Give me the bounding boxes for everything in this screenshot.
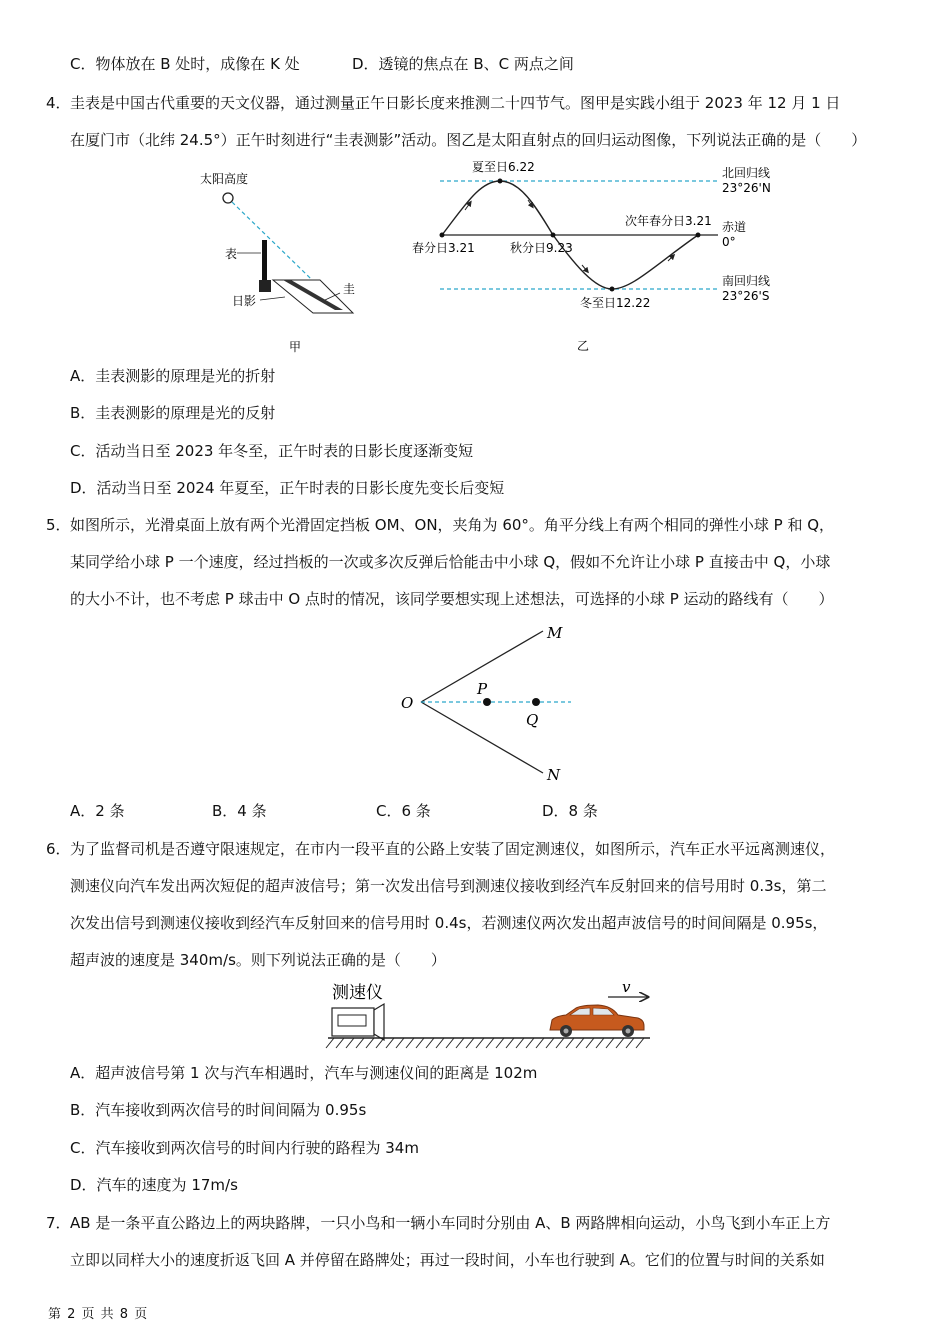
label-shadow: 日影 [232,294,257,308]
label-autumn: 秋分日9.23 [510,241,573,255]
label-equator: 赤道 [722,220,747,234]
point-autumn [551,233,556,238]
q5-option-b: B．4 条 [212,802,267,820]
label-p: P [477,680,488,698]
q6-option-a: A．超声波信号第 1 次与汽车相遇时，汽车与测速仪间的距离是 102m [70,1064,538,1082]
q4-number: 4． [46,94,71,112]
q7-stem-line2: 立即以同样大小的速度折返飞回 A 并停留在路牌处；再过一段时间，小车也行驶到 A。它们的位置与时间的关系如 [70,1251,825,1269]
q6-stem-line1: 为了监督司机是否遵守限速规定，在市内一段平直的公路上安装了固定测速仪，如图所示，汽车正水平远离测速仪， [70,840,836,858]
point-winter [610,287,615,292]
q5-stem-line3: 的大小不计，也不考虑 P 球击中 O 点时的情况，该同学要想实现上述想法，可选择的小球 P 运动的路线有（ ） [70,590,834,608]
label-winter: 冬至日12.22 [580,296,651,310]
label-gui: 圭 [343,282,356,296]
q3-option-c: C．物体放在 B 处时，成像在 K 处 [70,55,300,73]
q6-stem-line4: 超声波的速度是 340m/s。则下列说法正确的是（ ） [70,951,446,969]
q6-number: 6． [46,840,71,858]
shadow-leader [260,297,285,300]
label-north-deg: 23°26'N [722,181,771,195]
caption-jia: 甲 [289,340,302,354]
label-biao: 表 [225,247,238,261]
q5-stem-line1: 如图所示，光滑桌面上放有两个光滑固定挡板 OM、ON，夹角为 60°。角平分线上有两个相同的弹性小球 P 和 Q， [70,516,835,534]
figure-q6 [320,978,655,1058]
q5-option-c: C．6 条 [376,802,431,820]
point-spring [440,233,445,238]
q6-option-d: D．汽车的速度为 17m/s [70,1176,238,1194]
label-n: N [547,766,561,784]
car-icon [550,1005,644,1037]
q3-option-d: D．透镜的焦点在 B、C 两点之间 [352,55,574,73]
label-m: M [547,624,563,642]
q5-stem-line2: 某同学给小球 P 一个速度，经过挡板的一次或多次反弹后恰能击中小球 Q，假如不允许让小球 P 直接击中 Q，小球 [70,553,831,571]
figure-yi [410,155,810,360]
label-o: O [401,694,414,712]
label-south-line: 南回归线 [722,274,771,288]
label-equator-deg: 0° [722,235,736,249]
label-device: 测速仪 [332,983,383,1003]
label-sun-height: 太阳高度 [200,172,249,186]
q4-option-d: D．活动当日至 2024 年夏至，正午时表的日影长度先变长后变短 [70,479,505,497]
speed-gun-screen [338,1015,366,1026]
label-q: Q [526,711,539,729]
q6-option-b: B．汽车接收到两次信号的时间间隔为 0.95s [70,1101,367,1119]
ball-q [532,698,540,706]
biao-base [259,280,271,292]
q4-option-a: A．圭表测影的原理是光的折射 [70,367,276,385]
board-on [421,702,543,773]
road-hatching [326,1038,644,1048]
q7-stem-line1: AB 是一条平直公路边上的两块路牌，一只小鸟和一辆小车同时分别由 A、B 两路牌相向运动，小鸟飞到小车正上方 [70,1214,831,1232]
caption-yi: 乙 [577,339,590,353]
q4-stem-line2: 在厦门市（北纬 24.5°）正午时刻进行“圭表测影”活动。图乙是太阳直射点的回归运动图像，下列说法正确的是（ ） [70,131,867,149]
ball-p [483,698,491,706]
figure-q5 [395,622,580,787]
q4-option-b: B．圭表测影的原理是光的反射 [70,404,276,422]
q4-option-c: C．活动当日至 2023 年冬至，正午时表的日影长度逐渐变短 [70,442,474,460]
speed-gun-head [374,1004,384,1040]
q7-number: 7． [46,1214,71,1232]
curve-arrow-3 [582,265,587,271]
point-next-spring [696,233,701,238]
figure-jia [195,165,375,355]
sun-icon [223,193,233,203]
q6-option-c: C．汽车接收到两次信号的时间内行驶的路程为 34m [70,1139,419,1157]
q6-stem-line2: 测速仪向汽车发出两次短促的超声波信号；第一次发出信号到测速仪接收到经汽车反射回来的信号用时 0.3s，第二 [70,877,827,895]
q4-stem-line1: 圭表是中国古代重要的天文仪器，通过测量正午日影长度来推测二十四节气。图甲是实践小组于 2023 年 12 月 1 日 [70,94,841,112]
q6-stem-line3: 次发出信号到测速仪接收到经汽车反射回来的信号用时 0.4s，若测速仪两次发出超声波信号的时间间隔是 0.95s， [70,914,828,932]
q5-option-d: D．8 条 [542,802,598,820]
q5-option-a: A．2 条 [70,802,125,820]
label-next-spring: 次年春分日3.21 [625,214,712,228]
point-summer [498,179,503,184]
page-footer: 第 2 页 共 8 页 [48,1307,149,1322]
label-south-deg: 23°26'S [722,289,770,303]
q5-number: 5． [46,516,71,534]
label-summer: 夏至日6.22 [472,160,535,174]
label-north-line: 北回归线 [722,166,771,180]
label-spring: 春分日3.21 [412,241,475,255]
label-v: v [622,978,631,996]
